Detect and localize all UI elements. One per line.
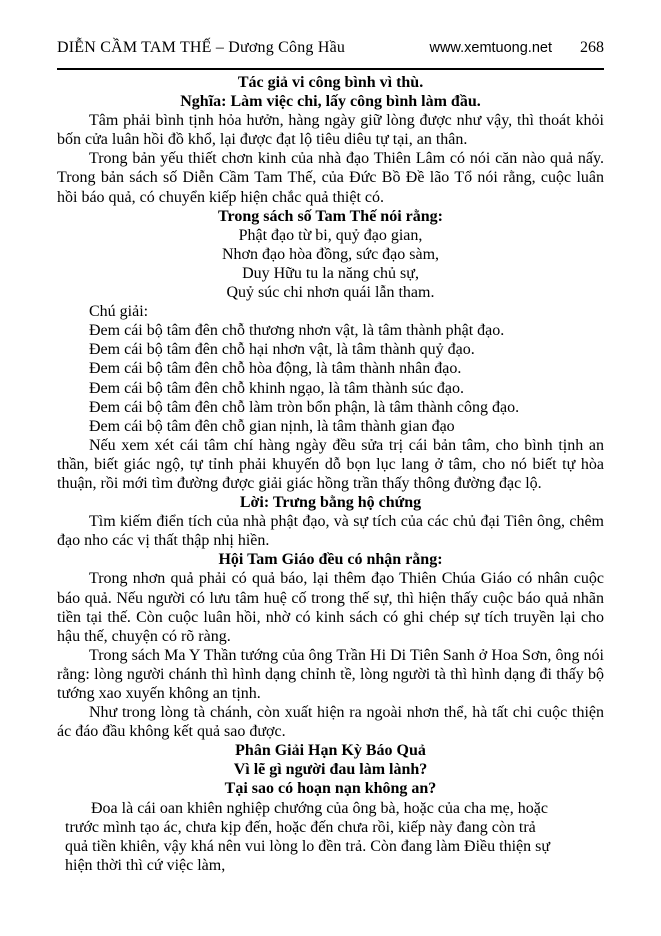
paragraph: Tâm phải bình tịnh hỏa hưởn, hàng ngày giữ lòng được như vậy, thì thoát khỏi bốn cửa luân hồi đồ khổ, lại được đạt lộ tiêu diêu tự tại, an thân. bbox=[57, 112, 604, 149]
heading-line: Lời: Trưng bằng hộ chứng bbox=[239, 494, 422, 512]
heading-line: Trong sách số Tam Thế nói rằng: bbox=[218, 207, 443, 225]
verse-line: Nhơn đạo hòa đồng, sức đạo sàm, bbox=[221, 245, 440, 263]
heading-line: Tác giả vi công bình vì thù. bbox=[237, 74, 424, 91]
website-text: www.xemtuong.net bbox=[429, 40, 552, 56]
page-body bbox=[57, 73, 604, 875]
page-header bbox=[57, 0, 604, 70]
paragraph: Chú giải: bbox=[89, 303, 149, 321]
verse-line: Phật đạo từ bi, quỷ đạo gian, bbox=[238, 226, 423, 244]
paragraph: Đem cái bộ tâm đên chỗ khinh ngạo, là tâm thành súc đạo. bbox=[89, 379, 465, 397]
paragraph: Đem cái bộ tâm đên chỗ hại nhơn vật, là tâm thành quỷ đạo. bbox=[89, 341, 475, 359]
paragraph: Trong nhơn quả phải có quả báo, lại thêm đạo Thiên Chúa Giáo có nhân cuộc báo quả. Nếu người có lưu tâm huệ cố trong thế sự, thì hiện thấy cuộc báo quả nhãn tiền tại thế. Còn cuộc luân hồi, nhờ có kinh sách có ghi chép sự tích truyền lại cho hậu thế, chuyện có rõ ràng. bbox=[57, 570, 604, 645]
paragraph: Trong bản yếu thiết chơn kinh của nhà đạo Thiên Lâm có nói căn nào quả nấy. Trong bản sách số Diễn Cầm Tam Thế, của Đức Bồ Đề lão Tổ nói rằng, cuộc luân hồi báo quả, có chuyển kiếp hiện chắc quả thiệt có. bbox=[57, 150, 604, 206]
heading-line: Tại sao có hoạn nạn không an? bbox=[224, 780, 437, 798]
heading-line: Vì lẽ gì người đau làm lành? bbox=[233, 761, 428, 779]
heading-line: Hội Tam Giáo đều có nhận rằng: bbox=[218, 551, 443, 569]
verse-line: Quỷ súc chi nhơn quái lẫn tham. bbox=[226, 284, 435, 302]
paragraph: Trong sách Ma Y Thần tướng của ông Trần Hi Di Tiên Sanh ở Hoa Sơn, ông nói rằng: lòng người chánh thì hình dạng chỉnh tề, lòng người tà thì hình dạng đi thấy bộ tướng xao xuyến không an tịnh. bbox=[57, 646, 604, 702]
paragraph: Đem cái bộ tâm đên chỗ làm tròn bổn phận, là tâm thành công đạo. bbox=[89, 398, 520, 416]
paragraph: Nếu xem xét cái tâm chí hàng ngày đều sửa trị cái bản tâm, cho bình tịnh an thần, biết giác ngộ, tự tỉnh phải khuyến dỗ bọn lục lang ở tâm, cho nó biết tự hòa thuận, rồi mới tìm đường được giải giác hồng trần thấy thông đường đạc lộ. bbox=[57, 436, 604, 492]
verse-line: Duy Hữu tu la năng chủ sự, bbox=[242, 264, 419, 282]
header-right bbox=[429, 38, 604, 58]
heading-line: Phân Giải Hạn Kỳ Báo Quả bbox=[235, 742, 426, 760]
paragraph: Đem cái bộ tâm đên chỗ hòa động, là tâm thành nhân đạo. bbox=[89, 360, 462, 378]
paragraph: Đem cái bộ tâm đên chỗ thương nhơn vật, là tâm thành phật đạo. bbox=[89, 322, 505, 340]
page-number: 268 bbox=[580, 39, 604, 56]
paragraph: Như trong lòng tà chánh, còn xuất hiện ra ngoài nhơn thể, hà tất chi cuộc thiện ác đáo đầu không kết quả sao được. bbox=[57, 704, 604, 741]
paragraph: Đoa là cái oan khiên nghiệp chướng của ông bà, hoặc của cha mẹ, hoặc trước mình tạo ác, chưa kịp đến, hoặc đến chưa rồi, kiếp này đang còn trả quả tiền khiên, vậy khá nên vui lòng lo đền trả. Còn đang làm Điều thiện sự hiện thời thì cứ việc làm, bbox=[65, 799, 551, 874]
paragraph: Đem cái bộ tâm đên chỗ gian nịnh, là tâm thành gian đạo bbox=[89, 417, 455, 435]
heading-line: Nghĩa: Làm việc chi, lấy công bình làm đầu. bbox=[180, 93, 481, 111]
paragraph: Tìm kiếm điển tích của nhà phật đạo, và sự tích của các chủ đại Tiên ông, chêm đạo nho các vị thất thập nhị hiền. bbox=[57, 513, 604, 550]
book-title: DIỄN CẦM TAM THẾ – Dương Công Hầu bbox=[57, 39, 346, 56]
